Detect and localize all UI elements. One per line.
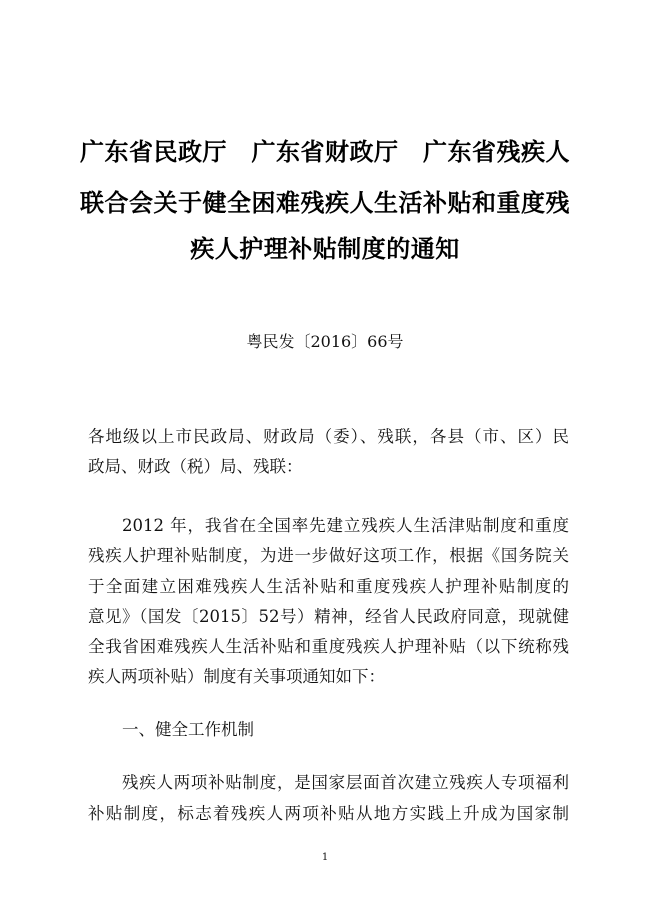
page-number: 1 bbox=[321, 852, 329, 863]
paragraph-2-line-1: 残疾人两项补贴制度，是国家层面首次建立残疾人专项福利 bbox=[122, 773, 569, 792]
paragraph-1-line-4: 意见》（国发〔2015〕52号）精神，经省人民政府同意，现就健 bbox=[88, 607, 569, 626]
paragraph-2-line-2: 补贴制度，标志着残疾人两项补贴从地方实践上升成为国家制 bbox=[88, 804, 569, 823]
title-line-2: 联合会关于健全困难残疾人生活补贴和重度残 bbox=[80, 189, 570, 217]
paragraph-1-line-5: 全我省困难残疾人生活补贴和重度残疾人护理补贴（以下统称残 bbox=[88, 637, 569, 656]
document-number: 粤民发〔2016〕66号 bbox=[246, 332, 404, 351]
paragraph-1-line-3: 于全面建立困难残疾人生活补贴和重度残疾人护理补贴制度的 bbox=[88, 577, 569, 596]
title-line-3: 疾人护理补贴制度的通知 bbox=[190, 235, 460, 263]
addressee-line-1: 各地级以上市民政局、财政局（委）、残联，各县（市、区）民 bbox=[88, 427, 569, 446]
title-line-1: 广东省民政厅 广东省财政厅 广东省残疾人 bbox=[80, 138, 570, 166]
section-heading: 一、健全工作机制 bbox=[122, 720, 254, 739]
addressee-line-2: 政局、财政（税）局、残联： bbox=[88, 457, 303, 476]
paragraph-1-line-2: 残疾人护理补贴制度，为进一步做好这项工作，根据《国务院关 bbox=[88, 546, 569, 565]
paragraph-1-line-1: 2012 年，我省在全国率先建立残疾人生活津贴制度和重度 bbox=[122, 516, 569, 535]
paragraph-1-line-6: 疾人两项补贴）制度有关事项通知如下： bbox=[88, 667, 385, 686]
